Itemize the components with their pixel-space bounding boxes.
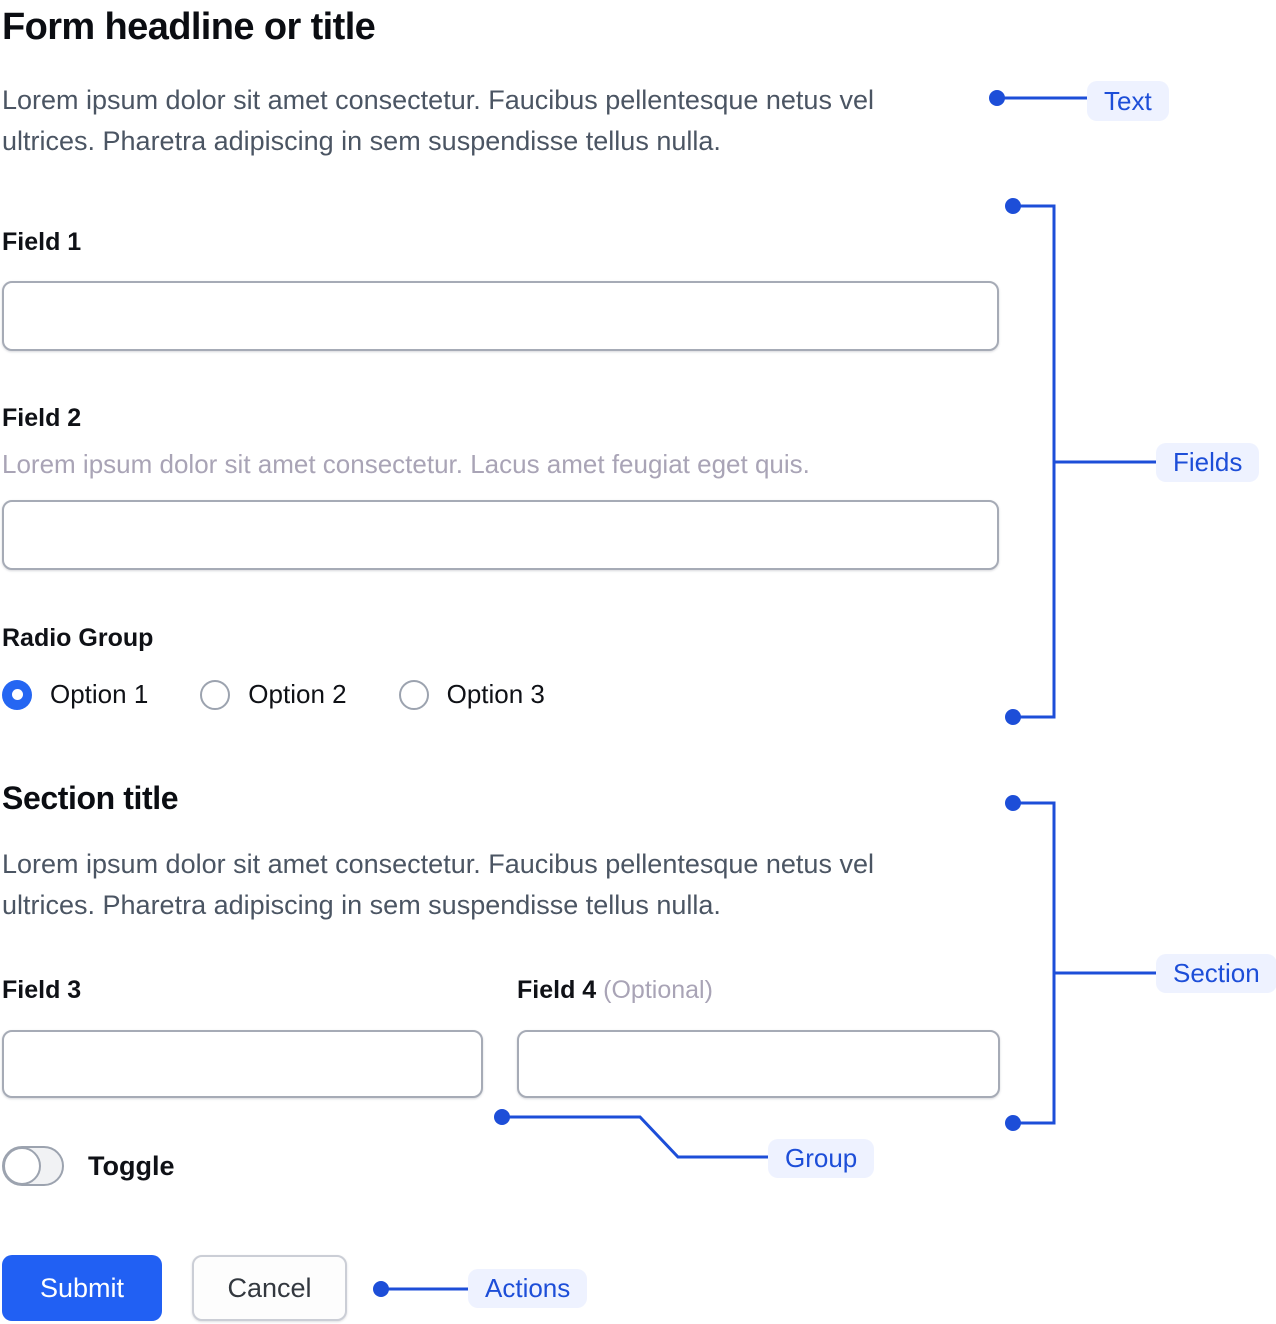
page-title: Form headline or title: [2, 6, 376, 48]
radio-option-label: Option 1: [50, 679, 149, 709]
radio-option-label: Option 3: [446, 679, 545, 709]
cancel-button[interactable]: Cancel: [192, 1255, 347, 1321]
toggle-switch[interactable]: [2, 1146, 64, 1186]
radio-group-label: Radio Group: [2, 624, 154, 652]
field3-label: Field 3: [2, 976, 82, 1004]
section-description: Lorem ipsum dolor sit amet consectetur. Faucibus pellentesque netus vel ultrices. Pharetra adipiscing in sem suspendisse tellus nulla.: [2, 849, 874, 920]
toggle-knob[interactable]: [3, 1147, 41, 1185]
annotation-text-label: Text: [1087, 81, 1169, 121]
field2-helper-text: Lorem ipsum dolor sit amet consectetur. Lacus amet feugiat eget quis.: [2, 449, 810, 479]
section-title: Section title: [2, 780, 179, 816]
radio-group: [2, 679, 545, 710]
radio-option-1[interactable]: [2, 679, 148, 710]
submit-button[interactable]: Submit: [2, 1255, 162, 1321]
field4-optional-tag: (Optional): [603, 976, 713, 1004]
annotation-actions-label: Actions: [468, 1269, 587, 1308]
radio-option-2[interactable]: [200, 679, 346, 710]
field1-input[interactable]: [2, 281, 999, 351]
field4-input[interactable]: [517, 1030, 1000, 1098]
field2-input[interactable]: [2, 500, 999, 570]
field1-label: Field 1: [2, 228, 82, 256]
radio-unselected-icon[interactable]: [399, 680, 429, 710]
field3-input[interactable]: [2, 1030, 483, 1098]
field4-label: [517, 976, 713, 1005]
field2-label: Field 2: [2, 404, 82, 432]
field4-label-text: Field 4: [517, 976, 597, 1004]
radio-selected-icon[interactable]: [2, 680, 32, 710]
annotation-group-label: Group: [768, 1139, 874, 1178]
toggle-row: [2, 1146, 174, 1186]
annotation-section-label: Section: [1156, 954, 1276, 993]
actions-row: [2, 1255, 347, 1321]
radio-option-3[interactable]: [399, 679, 545, 710]
radio-option-label: Option 2: [248, 679, 347, 709]
toggle-label: Toggle: [88, 1150, 175, 1181]
intro-paragraph: Lorem ipsum dolor sit amet consectetur. Faucibus pellentesque netus vel ultrices. Pharetra adipiscing in sem suspendisse tellus nulla.: [2, 85, 874, 156]
annotation-fields-label: Fields: [1156, 443, 1259, 482]
radio-unselected-icon[interactable]: [200, 680, 230, 710]
